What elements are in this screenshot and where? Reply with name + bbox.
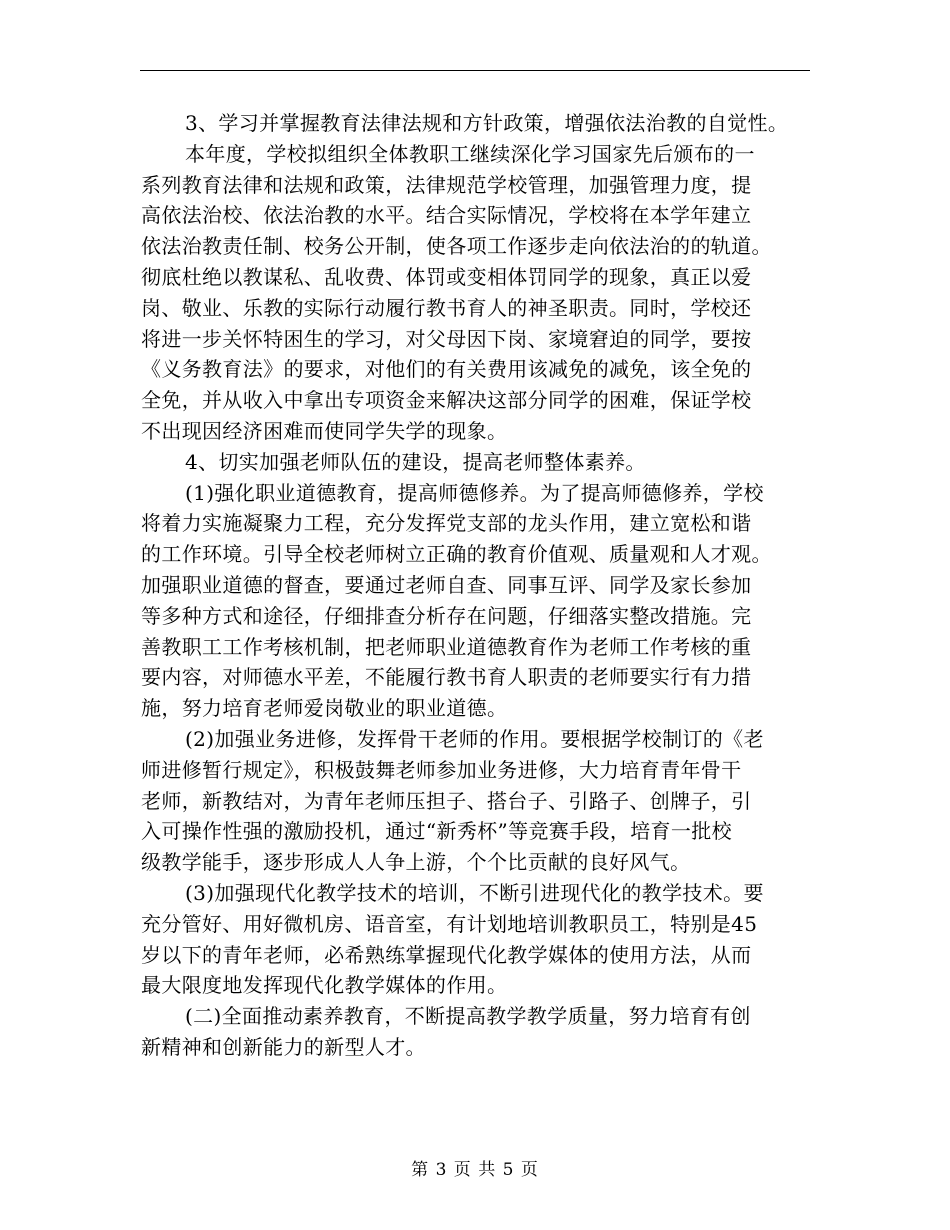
header-rule [140,70,810,71]
text-line: 系列教育法律和法规和政策，法律规范学校管理，加强管理力度，提 [141,172,752,197]
text-line: 依法治教责任制、校务公开制，使各项工作逐步走向依法治的的轨道。 [141,234,772,259]
text-line: 最大限度地发挥现代化教学媒体的作用。 [141,973,508,998]
text-line: 高依法治校、依法治教的水平。结合实际情况，学校将在本学年建立 [141,203,752,228]
text-line: 加强职业道德的督查，要通过老师自查、同事互评、同学及家长参加 [141,572,752,597]
text-line: 要内容，对师德水平差，不能履行教书育人职责的老师要实行有力措 [141,665,752,690]
text-line: (1)强化职业道德教育，提高师德修养。为了提高师德修养，学校 [185,480,764,505]
text-line: 级教学能手，逐步形成人人争上游，个个比贡献的良好风气。 [141,850,691,875]
text-line: 的工作环境。引导全校老师树立正确的教育价值观、质量观和人才观。 [141,542,772,567]
text-line: 善教职工工作考核机制，把老师职业道德教育作为老师工作考核的重 [141,634,752,659]
document-body [141,108,821,1063]
text-line: 《义务教育法》的要求，对他们的有关费用该减免的减免，该全免的 [141,357,752,382]
text-line: 将着力实施凝聚力工程，充分发挥党支部的龙头作用，建立宽松和谐 [141,511,752,536]
text-line: 全免，并从收入中拿出专项资金来解决这部分同学的困难，保证学校 [141,388,752,413]
text-line: 施，努力培育老师爱岗敬业的职业道德。 [141,696,508,721]
text-line: 不出现因经济困难而使同学失学的现象。 [141,418,508,443]
text-line: 新精神和创新能力的新型人才。 [141,1034,426,1059]
text-line: 师进修暂行规定》，积极鼓舞老师参加业务进修，大力培育青年骨干 [141,757,742,782]
text-line: 老师，新教结对，为青年老师压担子、搭台子、引路子、创牌子，引 [141,788,752,813]
text-line: (3)加强现代化教学技术的培训，不断引进现代化的教学技术。要 [185,880,764,905]
text-line: 充分管好、用好微机房、语音室，有计划地培训教职员工，特别是45 [141,911,758,936]
text-line: 等多种方式和途径，仔细排查分析存在问题，仔细落实整改措施。完 [141,603,752,628]
text-line: 3、学习并掌握教育法律法规和方针政策，增强依法治教的自觉性。 [185,111,789,135]
text-line: 本年度，学校拟组织全体教职工继续深化学习国家先后颁布的一 [185,141,755,166]
text-line: 4、切实加强老师队伍的建设，提高老师整体素养。 [185,449,646,474]
text-line: (2)加强业务进修，发挥骨干老师的作用。要根据学校制订的《老 [185,726,764,751]
text-line: 彻底杜绝以教谋私、乱收费、体罚或变相体罚同学的现象，真正以爱 [141,264,752,289]
text-line: (二)全面推动素养教育，不断提高教学教学质量，努力培育有创 [185,1004,751,1029]
text-line: 将进一步关怀特困生的学习，对父母因下岗、家境窘迫的同学，要按 [141,326,752,351]
text-line: 岁以下的青年老师，必希熟练掌握现代化教学媒体的使用方法，从而 [141,942,752,967]
text-line: 岗、敬业、乐教的实际行动履行教书育人的神圣职责。同时，学校还 [141,295,752,320]
text-line: 入可操作性强的激励投机，通过“新秀杯”等竞赛手段，培育一批校 [141,819,732,844]
page-number: 第 3 页 共 5 页 [411,1160,539,1180]
